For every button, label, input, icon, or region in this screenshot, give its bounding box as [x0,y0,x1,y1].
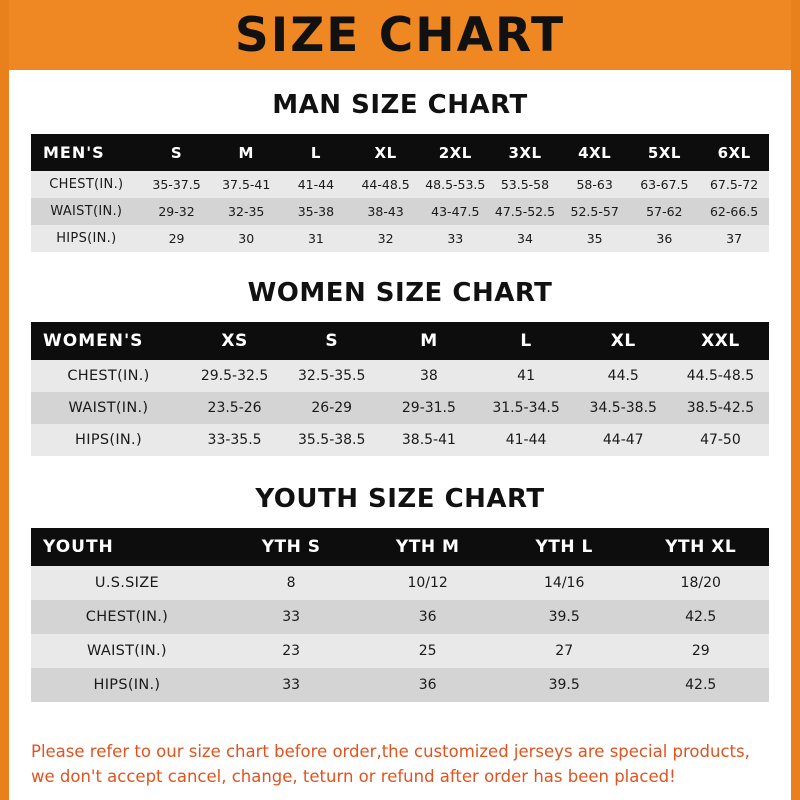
table-cell: 39.5 [496,668,633,702]
table-cell: 38.5-42.5 [672,392,769,424]
table-cell: 41-44 [281,171,351,198]
man-row-header: MEN'S [31,134,142,171]
table-cell: 33 [223,668,360,702]
table-cell: 35-38 [281,198,351,225]
page-title: SIZE CHART [234,7,566,63]
table-header-row [31,134,769,171]
women-col-l: L [477,322,574,360]
youth-col-m: YTH M [359,528,496,566]
table-cell: 29 [632,634,769,668]
disclaimer-line-2: we don't accept cancel, change, teturn or refund after order has been placed! [31,767,676,787]
table-cell: 29.5-32.5 [186,360,283,392]
women-row-label-hips: HIPS(IN.) [31,424,186,456]
table-cell: 39.5 [496,600,633,634]
man-row-label-hips: HIPS(IN.) [31,225,142,252]
table-cell: 34 [490,225,560,252]
table-cell: 33 [223,600,360,634]
table-cell: 29 [142,225,212,252]
page-header [9,0,791,70]
table-cell: 37.5-41 [211,171,281,198]
table-cell: 36 [359,600,496,634]
table-cell: 57-62 [630,198,700,225]
table-cell: 58-63 [560,171,630,198]
youth-row-label-waist: WAIST(IN.) [31,634,223,668]
table-cell: 38 [380,360,477,392]
table-row [31,360,769,392]
table-cell: 33 [420,225,490,252]
table-cell: 44.5 [575,360,672,392]
man-table-wrap [9,134,791,252]
table-cell: 52.5-57 [560,198,630,225]
youth-col-l: YTH L [496,528,633,566]
table-cell: 32.5-35.5 [283,360,380,392]
women-row-header: WOMEN'S [31,322,186,360]
table-row [31,424,769,456]
man-col-3xl: 3XL [490,134,560,171]
youth-row-label-ussize: U.S.SIZE [31,566,223,600]
table-row [31,225,769,252]
table-cell: 32 [351,225,421,252]
table-cell: 35 [560,225,630,252]
disclaimer-note [9,739,791,790]
youth-col-s: YTH S [223,528,360,566]
disclaimer-line-1: Please refer to our size chart before order,the customized jerseys are special products, [31,741,750,761]
table-cell: 29-32 [142,198,212,225]
table-cell: 43-47.5 [420,198,490,225]
women-section-title: WOMEN SIZE CHART [247,278,553,308]
table-cell: 25 [359,634,496,668]
table-cell: 36 [359,668,496,702]
table-cell: 37 [699,225,769,252]
table-cell: 53.5-58 [490,171,560,198]
table-cell: 33-35.5 [186,424,283,456]
table-row [31,566,769,600]
women-col-m: M [380,322,477,360]
table-row [31,198,769,225]
table-cell: 32-35 [211,198,281,225]
man-col-xl: XL [351,134,421,171]
table-cell: 8 [223,566,360,600]
man-col-4xl: 4XL [560,134,630,171]
youth-row-header: YOUTH [31,528,223,566]
table-header-row [31,322,769,360]
table-row [31,171,769,198]
table-cell: 36 [630,225,700,252]
table-cell: 29-31.5 [380,392,477,424]
table-cell: 35-37.5 [142,171,212,198]
table-cell: 35.5-38.5 [283,424,380,456]
table-row [31,634,769,668]
table-header-row [31,528,769,566]
table-row [31,392,769,424]
table-cell: 47-50 [672,424,769,456]
table-cell: 23.5-26 [186,392,283,424]
table-cell: 31.5-34.5 [477,392,574,424]
table-cell: 47.5-52.5 [490,198,560,225]
table-cell: 26-29 [283,392,380,424]
women-col-xs: XS [186,322,283,360]
youth-table-wrap [9,528,791,702]
table-cell: 27 [496,634,633,668]
women-row-label-chest: CHEST(IN.) [31,360,186,392]
man-col-l: L [281,134,351,171]
table-cell: 23 [223,634,360,668]
women-row-label-waist: WAIST(IN.) [31,392,186,424]
table-cell: 41-44 [477,424,574,456]
table-cell: 41 [477,360,574,392]
youth-row-label-chest: CHEST(IN.) [31,600,223,634]
table-row [31,600,769,634]
table-cell: 31 [281,225,351,252]
table-cell: 48.5-53.5 [420,171,490,198]
table-cell: 18/20 [632,566,769,600]
table-cell: 30 [211,225,281,252]
youth-row-label-hips: HIPS(IN.) [31,668,223,702]
youth-size-table [31,528,769,702]
table-cell: 67.5-72 [699,171,769,198]
youth-col-xl: YTH XL [632,528,769,566]
women-col-xxl: XXL [672,322,769,360]
man-row-label-chest: CHEST(IN.) [31,171,142,198]
man-col-2xl: 2XL [420,134,490,171]
man-col-s: S [142,134,212,171]
man-col-6xl: 6XL [699,134,769,171]
table-cell: 38.5-41 [380,424,477,456]
table-cell: 10/12 [359,566,496,600]
women-col-s: S [283,322,380,360]
youth-section-title: YOUTH SIZE CHART [255,484,545,514]
table-cell: 42.5 [632,668,769,702]
table-cell: 42.5 [632,600,769,634]
table-cell: 14/16 [496,566,633,600]
man-row-label-waist: WAIST(IN.) [31,198,142,225]
women-size-table [31,322,769,456]
women-table-wrap [9,322,791,456]
table-cell: 44-47 [575,424,672,456]
man-col-m: M [211,134,281,171]
table-cell: 62-66.5 [699,198,769,225]
man-col-5xl: 5XL [630,134,700,171]
table-cell: 34.5-38.5 [575,392,672,424]
table-row [31,668,769,702]
man-section-title: MAN SIZE CHART [272,90,528,120]
table-cell: 44-48.5 [351,171,421,198]
women-col-xl: XL [575,322,672,360]
table-cell: 44.5-48.5 [672,360,769,392]
table-cell: 63-67.5 [630,171,700,198]
table-cell: 38-43 [351,198,421,225]
man-size-table [31,134,769,252]
